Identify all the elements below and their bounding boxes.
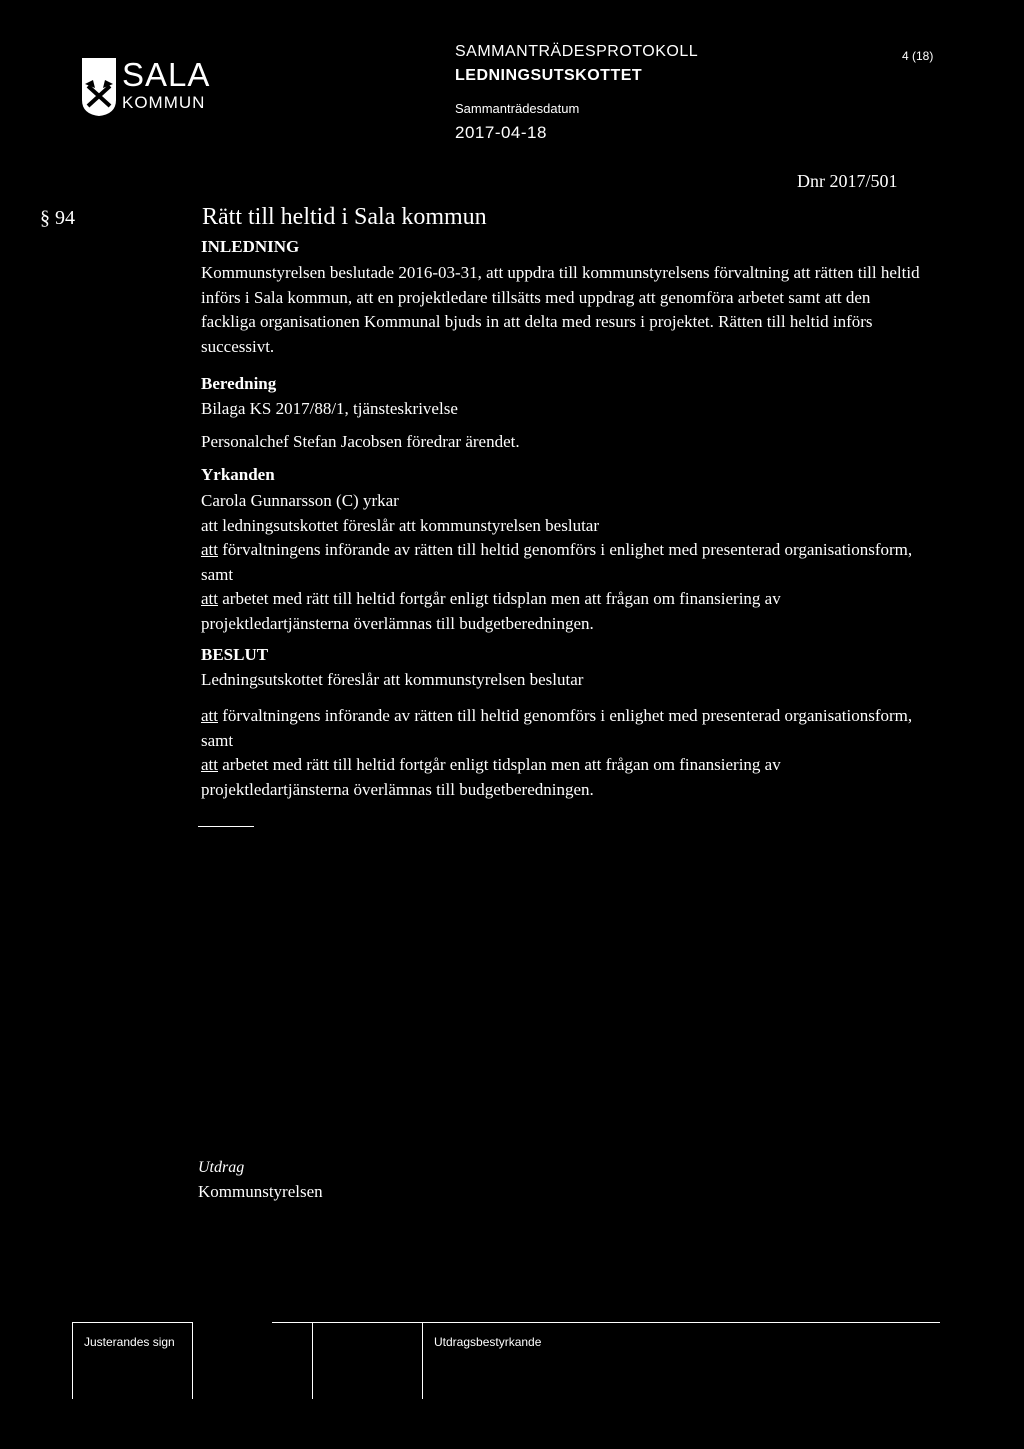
committee-name: LEDNINGSUTSKOTTET bbox=[455, 67, 643, 84]
att-marker: att bbox=[201, 540, 218, 559]
decision-heading: BESLUT bbox=[201, 645, 269, 664]
table-top-line bbox=[72, 1322, 192, 1323]
logo-name: SALA bbox=[122, 56, 211, 93]
page-number: 4 (18) bbox=[902, 49, 934, 63]
extract-label: Utdrag bbox=[198, 1159, 245, 1176]
municipal-crest-icon bbox=[80, 56, 118, 118]
att-marker: att bbox=[201, 589, 218, 608]
meeting-date: 2017-04-18 bbox=[455, 123, 547, 142]
table-top-line bbox=[272, 1322, 940, 1323]
claim-item bbox=[201, 587, 921, 636]
certification-label: Utdragsbestyrkande bbox=[434, 1335, 542, 1349]
paragraph-number: § 94 bbox=[40, 207, 75, 229]
signature-cell-border bbox=[72, 1322, 73, 1399]
preparation-heading: Beredning bbox=[201, 374, 277, 393]
claims-heading: Yrkanden bbox=[201, 465, 275, 484]
decision-lead: Ledningsutskottet föreslår att kommunstyrelsen beslutar bbox=[201, 670, 584, 689]
decision-item-text: förvaltningens införande av rätten till heltid genomförs i enlighet med presenterad organisationsform, samt bbox=[201, 706, 913, 750]
claim-item bbox=[201, 538, 921, 587]
decision-item bbox=[201, 753, 921, 802]
case-title: Rätt till heltid i Sala kommun bbox=[202, 204, 487, 230]
date-label: Sammanträdesdatum bbox=[455, 101, 580, 116]
intro-heading: INLEDNING bbox=[201, 237, 300, 256]
intro-text: Kommunstyrelsen beslutade 2016-03-31, att uppdra till kommunstyrelsens förvaltning att rätten till heltid införs i Sala kommun, att en projektledare tillsätts med uppdrag att genomföra arbetet samt att den fackliga organisationen Kommunal bjuds in att delta med resurs i projektet. Rätten till heltid införs successivt. bbox=[201, 263, 920, 356]
signature-cell-border bbox=[192, 1322, 193, 1399]
end-divider bbox=[198, 826, 254, 827]
signature-label: Justerandes sign bbox=[84, 1335, 175, 1349]
att-marker: att bbox=[201, 706, 218, 725]
decision-item bbox=[201, 704, 921, 753]
claim-item-text: arbetet med rätt till heltid fortgår enligt tidsplan men att frågan om finansiering av projektledartjänsterna överlämnas till budgetberedningen. bbox=[201, 589, 781, 633]
claim-item-text: förvaltningens införande av rätten till heltid genomförs i enlighet med presenterad organisationsform, samt bbox=[201, 540, 913, 584]
decision-item-text: arbetet med rätt till heltid fortgår enligt tidsplan men att frågan om finansiering av projektledartjänsterna överlämnas till budgetberedningen. bbox=[201, 755, 781, 799]
claimant-line: Carola Gunnarsson (C) yrkar bbox=[201, 491, 399, 510]
claims-lead: att ledningsutskottet föreslår att kommunstyrelsen beslutar bbox=[201, 515, 599, 535]
logo-subtitle: KOMMUN bbox=[122, 93, 206, 112]
signature-cell-border bbox=[312, 1322, 313, 1399]
presenter-line: Personalchef Stefan Jacobsen föredrar ärendet. bbox=[201, 432, 520, 451]
case-number: Dnr 2017/501 bbox=[797, 171, 898, 191]
attachment-reference: Bilaga KS 2017/88/1, tjänsteskrivelse bbox=[201, 399, 458, 418]
att-marker: att bbox=[201, 755, 218, 774]
signature-table bbox=[72, 1322, 940, 1399]
claims-block bbox=[201, 489, 921, 636]
decision-list bbox=[201, 704, 921, 802]
signature-cell-border bbox=[422, 1322, 423, 1399]
document-type: SAMMANTRÄDESPROTOKOLL bbox=[455, 43, 699, 60]
extract-recipient: Kommunstyrelsen bbox=[198, 1182, 323, 1201]
